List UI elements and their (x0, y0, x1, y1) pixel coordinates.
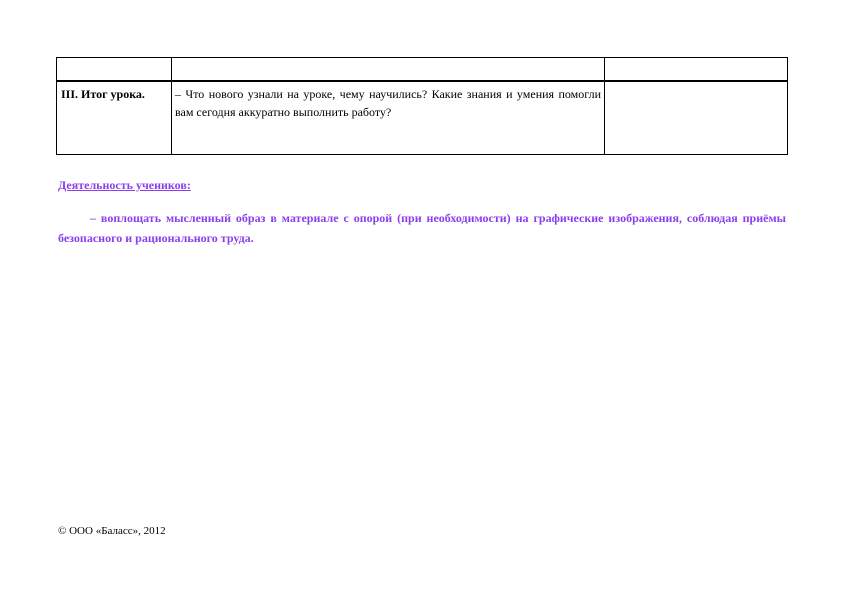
content-cell (172, 81, 605, 155)
activity-text: – воплощать мысленный образ в материале с опорой (при необходимости) на графические изображения, соблюдая приёмы безопасного и рационального труда. (58, 211, 786, 245)
lesson-table (56, 57, 788, 155)
table-row (57, 81, 788, 155)
stage-cell (57, 81, 172, 155)
notes-cell (605, 81, 788, 155)
header-cell-stage (57, 58, 172, 82)
stage-content: – Что нового узнали на уроке, чему научились? Какие знания и умения помогли вам сегодня аккуратно выполнить работу? (175, 87, 601, 119)
stage-title: III. Итог урока. (61, 87, 145, 101)
table-header-row (57, 58, 788, 82)
copyright-footer: © ООО «Баласс», 2012 (58, 525, 166, 537)
header-cell-notes (605, 58, 788, 82)
header-cell-content (172, 58, 605, 82)
activity-heading: Деятельность учеников: (58, 178, 191, 192)
